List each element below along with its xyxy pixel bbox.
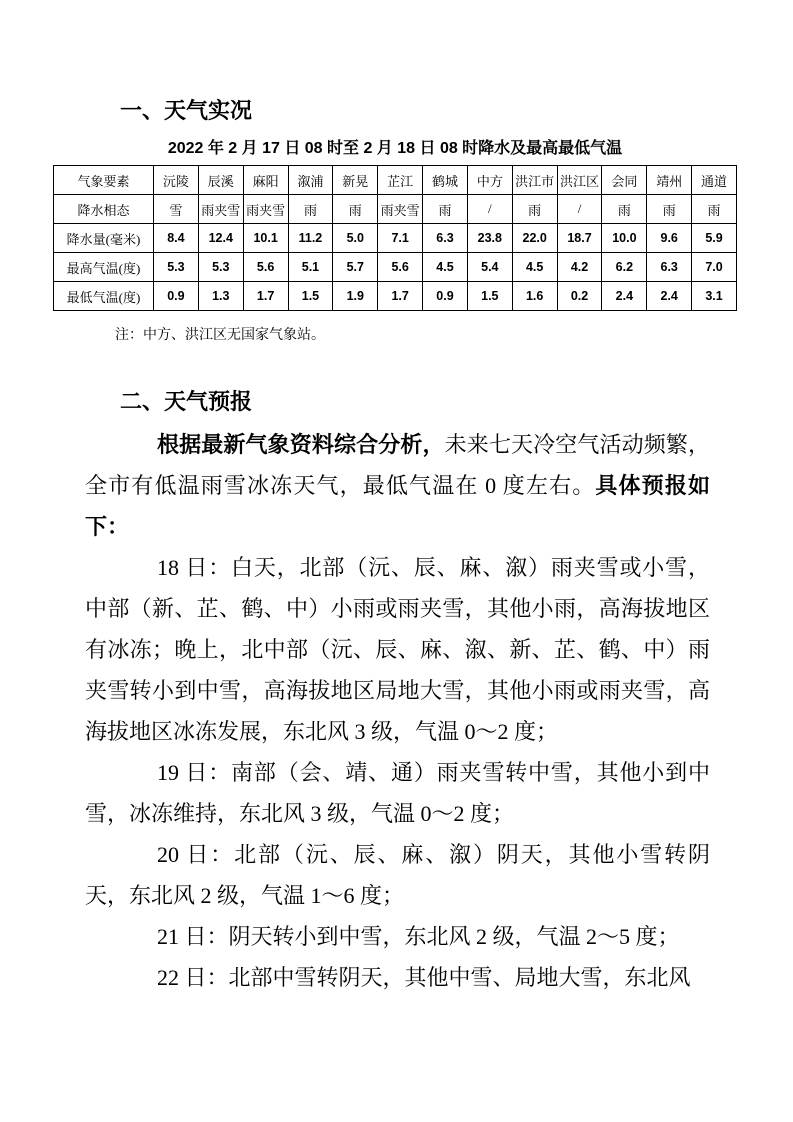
forecast-paragraph: [85, 957, 710, 998]
table-cell: 1.9: [333, 282, 378, 311]
table-cell: 7.1: [378, 224, 423, 253]
forecast-paragraph: [85, 916, 710, 957]
table-cell: 10.0: [602, 224, 647, 253]
table-header-station: 辰溪: [198, 166, 243, 195]
table-row: [54, 224, 737, 253]
table-header-station: 洪江区: [557, 166, 602, 195]
forecast-paragraph: [85, 547, 710, 752]
table-cell: 23.8: [467, 224, 512, 253]
table-cell: 5.6: [378, 253, 423, 282]
table-cell: 9.6: [647, 224, 692, 253]
table-header-station: 溆浦: [288, 166, 333, 195]
table-row-label: 最低气温(度): [54, 282, 154, 311]
table-cell: 6.2: [602, 253, 647, 282]
forecast-paragraph: [85, 424, 710, 547]
section-1-heading: 一、天气实况: [120, 98, 253, 123]
table-cell: 4.2: [557, 253, 602, 282]
table-header-station: 鹤城: [423, 166, 468, 195]
table-cell: 雨: [333, 195, 378, 224]
table-header-station: 会同: [602, 166, 647, 195]
forecast-paragraph: [85, 752, 710, 834]
table-cell: 5.7: [333, 253, 378, 282]
table-cell: 18.7: [557, 224, 602, 253]
table-cell: 雨夹雪: [198, 195, 243, 224]
table-cell: 10.1: [243, 224, 288, 253]
table-cell: 0.9: [154, 282, 199, 311]
table-note: 注：中方、洪江区无国家气象站。: [115, 328, 325, 343]
table-cell: 4.5: [512, 253, 557, 282]
table-cell: 1.5: [288, 282, 333, 311]
table-header-station: 靖州: [647, 166, 692, 195]
table-cell: 雨: [423, 195, 468, 224]
weather-table: [53, 165, 737, 311]
table-cell: 5.1: [288, 253, 333, 282]
table-cell: 5.4: [467, 253, 512, 282]
table-header-station: 沅陵: [154, 166, 199, 195]
table-row: [54, 195, 737, 224]
table-row: [54, 282, 737, 311]
table-cell: 雨: [647, 195, 692, 224]
table-title: 2022 年 2 月 17 日 08 时至 2 月 18 日 08 时降水及最高最低气温: [167, 140, 623, 157]
table-cell: 雨: [512, 195, 557, 224]
bold-text-run: 根据最新气象资料综合分析，: [157, 432, 445, 457]
table-cell: 7.0: [692, 253, 737, 282]
table-cell: 12.4: [198, 224, 243, 253]
section-2-heading: 二、天气预报: [120, 389, 253, 414]
table-cell: 0.2: [557, 282, 602, 311]
table-cell: 4.5: [423, 253, 468, 282]
text-run: 18 日：白天，北部（沅、辰、麻、溆）雨夹雪或小雪，中部（新、芷、鹤、中）小雨或雨夹雪，其他小雨，高海拔地区有冰冻；晚上，北中部（沅、辰、麻、溆、新、芷、鹤、中）雨夹雪转小到中雪，高海拔地区局地大雪，其他小雨或雨夹雪，高海拔地区冰冻发展，东北风 3 级，气温 0～2 度；: [85, 555, 710, 744]
table-cell: 6.3: [647, 253, 692, 282]
table-cell: 1.6: [512, 282, 557, 311]
text-run: 21 日：阴天转小到中雪，东北风 2 级，气温 2～5 度；: [157, 924, 680, 949]
table-cell: 雨: [288, 195, 333, 224]
table-cell: 8.4: [154, 224, 199, 253]
table-header-station: 洪江市: [512, 166, 557, 195]
table-cell: 1.3: [198, 282, 243, 311]
table-cell: 5.6: [243, 253, 288, 282]
table-row-label: 降水量(毫米): [54, 224, 154, 253]
table-row-label: 最高气温(度): [54, 253, 154, 282]
table-cell: 1.5: [467, 282, 512, 311]
text-run: 22 日：北部中雪转阴天，其他中雪、局地大雪，东北风: [157, 965, 691, 990]
table-cell: 雨夹雪: [378, 195, 423, 224]
table-header-station: 中方: [467, 166, 512, 195]
table-header-station: 麻阳: [243, 166, 288, 195]
table-header-station: 新晃: [333, 166, 378, 195]
table-cell: 5.0: [333, 224, 378, 253]
table-cell: 5.9: [692, 224, 737, 253]
table-cell: /: [467, 195, 512, 224]
text-run: 19 日：南部（会、靖、通）雨夹雪转中雪，其他小到中雪，冰冻维持，东北风 3 级，气温 0～2 度；: [85, 760, 710, 826]
table-header-element-label: 气象要素: [54, 166, 154, 195]
table-cell: 雨夹雪: [243, 195, 288, 224]
text-run: 未来七天冷空气活动频繁，全市有低温雨雪冰冻天气，最低气温在 0 度左右。: [85, 432, 710, 498]
weather-table-body: [54, 195, 737, 311]
table-cell: 雪: [154, 195, 199, 224]
table-cell: 5.3: [154, 253, 199, 282]
table-cell: 3.1: [692, 282, 737, 311]
table-cell: 雨: [692, 195, 737, 224]
table-header-station: 通道: [692, 166, 737, 195]
table-header-station: 芷江: [378, 166, 423, 195]
table-row-label: 降水相态: [54, 195, 154, 224]
table-cell: 1.7: [378, 282, 423, 311]
table-cell: 22.0: [512, 224, 557, 253]
table-cell: 雨: [602, 195, 647, 224]
table-row: [54, 253, 737, 282]
table-header-row: [54, 166, 737, 195]
table-cell: 0.9: [423, 282, 468, 311]
table-cell: /: [557, 195, 602, 224]
table-cell: 6.3: [423, 224, 468, 253]
table-cell: 5.3: [198, 253, 243, 282]
weather-table-head: [54, 166, 737, 195]
forecast-body: [85, 424, 710, 998]
forecast-paragraph: [85, 834, 710, 916]
table-cell: 2.4: [647, 282, 692, 311]
text-run: 20 日：北部（沅、辰、麻、溆）阴天，其他小雪转阴天，东北风 2 级，气温 1～6 度；: [85, 842, 710, 908]
table-cell: 1.7: [243, 282, 288, 311]
bold-text-run: 具体预报如下：: [85, 473, 710, 539]
table-cell: 2.4: [602, 282, 647, 311]
table-cell: 11.2: [288, 224, 333, 253]
